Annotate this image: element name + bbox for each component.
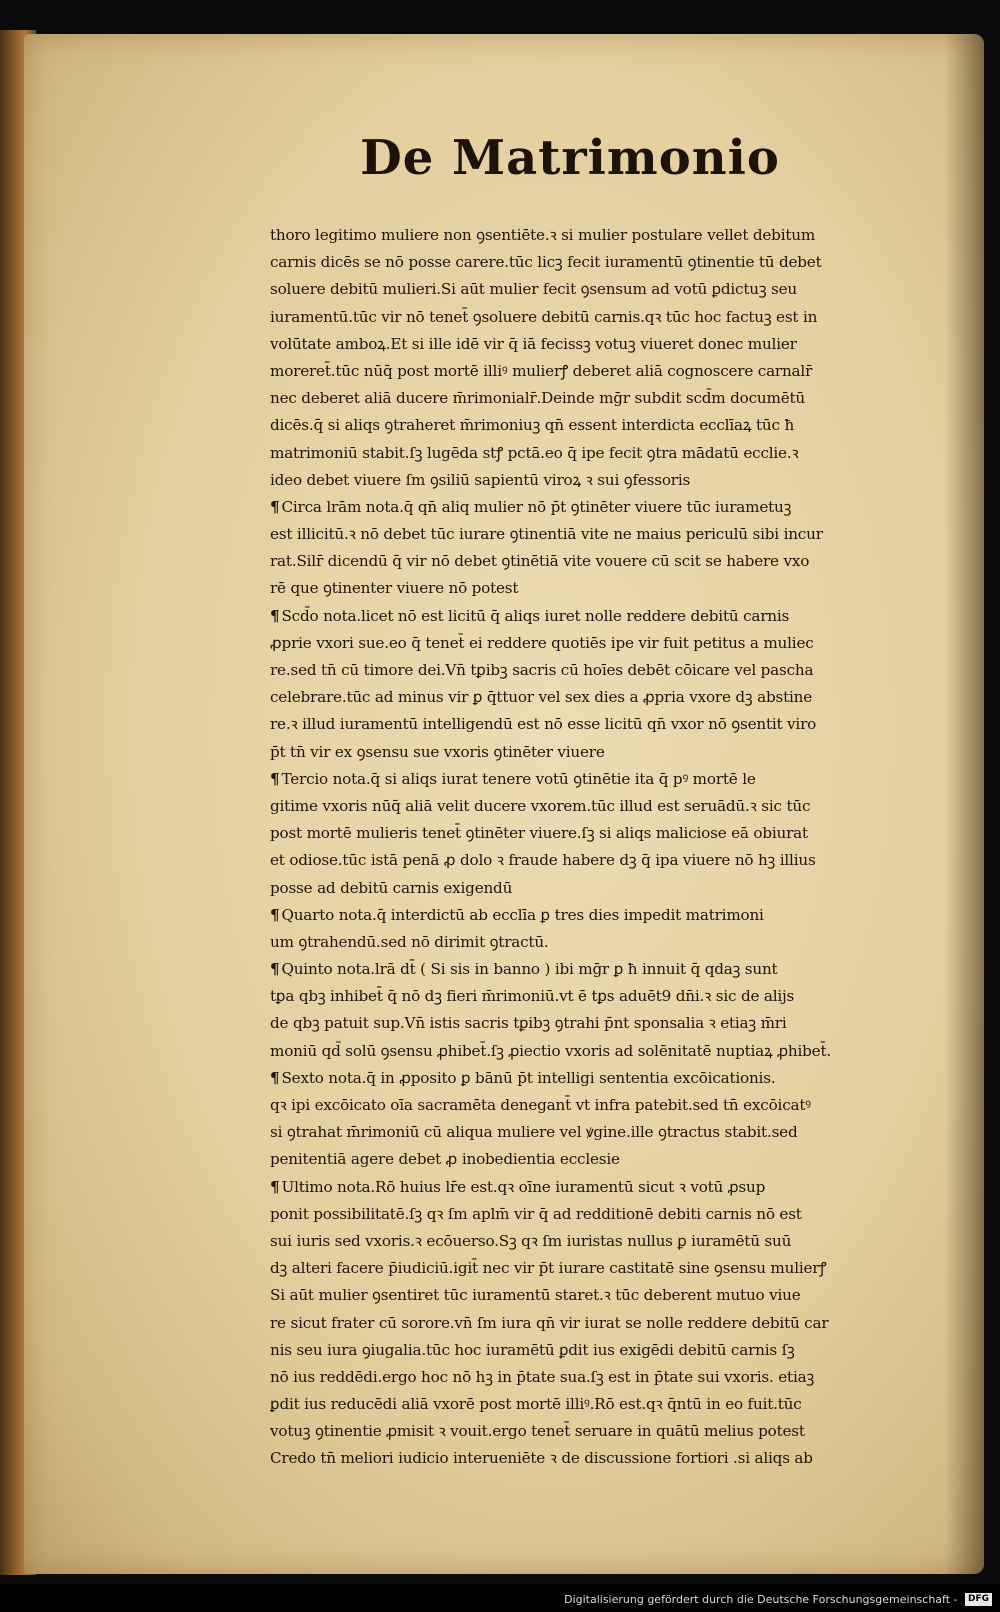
text-line [270, 385, 950, 412]
text-line-content: sui iuris sed vxoris.ꝛ ecōuerso.Sꝫ qꝛ ſm iuristas nullus ꝑ iuramētū suū [270, 1231, 792, 1250]
text-line-content: celebrare.tūc ad minus vir ꝑ q̄ttuor vel sex dies a ꝓpria vxore dꝫ abstine [270, 688, 813, 707]
paragraph-mark-icon: ¶ [270, 960, 280, 979]
text-line-content: rat.Silr̄ dicendū q̄ vir nō debet ꝯtinētiā vite vouere cū scit se habere vxo [270, 552, 810, 571]
paragraph-mark-icon: ¶ [270, 769, 280, 788]
text-line [270, 1445, 950, 1472]
text-line [270, 1010, 950, 1037]
text-line [270, 711, 950, 738]
text-line [270, 766, 950, 793]
text-line-content: Quarto nota.q̄ interdictū ab ecclīa ꝑ tres dies impedit matrimoni [281, 905, 764, 924]
text-line-content: ꝓprie vxori sue.eo q̄ tenet̄ ei reddere quotiēs ipe vir fuit petitus a muliec [270, 633, 814, 652]
text-line [270, 1310, 950, 1337]
text-line [270, 521, 950, 548]
text-line [270, 1174, 950, 1201]
text-line-content: Tercio nota.q̄ si aliqs iurat tenere votū ꝯtinētie ita q̄ pꝰ mortē le [281, 769, 756, 788]
text-line-content: dꝫ alteri facere p̄iudiciū.igit̄ nec vir p̄t iurare castitatē sine ꝯsensu mulierꝭ [270, 1259, 827, 1278]
text-line [270, 983, 950, 1010]
text-line-content: Ultimo nota.Rō huius lr̄e est.qꝛ oīne iuramentū sicut ꝛ votū ꝓsup [281, 1177, 766, 1196]
text-line-content: Credo tn̄ meliori iudicio interueniēte ꝛ de discussione fortiori .si aliqs ab [270, 1449, 813, 1468]
text-line [270, 684, 950, 711]
text-line [270, 1391, 950, 1418]
text-line [270, 739, 950, 766]
text-line [270, 1092, 950, 1119]
text-line [270, 1201, 950, 1228]
text-line-content: qꝛ ipi excōicato oīa sacramēta denegant̄ vt infra patebit.sed tn̄ excōicatꝰ [270, 1096, 811, 1114]
paragraph-mark-icon: ¶ [270, 606, 280, 625]
text-line-content: Scd̄o nota.licet nō est licitū q̄ aliqs iuret nolle reddere debitū carnis [281, 606, 790, 625]
text-line [270, 1146, 950, 1173]
text-line [270, 249, 950, 276]
text-line-content: de qbꝫ patuit sup.Vn̄ istis sacris tꝑibꝫ ꝯtrahi p̄nt sponsalia ꝛ etiaꝫ m̄ri [270, 1014, 787, 1033]
text-line [270, 1337, 950, 1364]
text-line-content: post mortē mulieris tenet̄ ꝯtinēter viuere.ſꝫ si aliqs maliciose eā obiurat [270, 824, 808, 843]
text-line-content: volūtate amboꝝ.Et si ille idē vir q̄ iā fecissꝫ votuꝫ viueret donec mulier [270, 334, 797, 353]
text-line [270, 276, 950, 303]
text-line-content: nō ius reddēdi.ergo hoc nō hꝫ in p̄tate sua.ſꝫ est in p̄tate sui vxoris. etiaꝫ [270, 1367, 815, 1386]
text-block [270, 222, 950, 1468]
text-line-content: nis seu iura ꝯiugalia.tūc hoc iuramētū ꝑdit ius exigēdi debitū carnis ſꝫ [270, 1340, 795, 1359]
text-line-content: Quinto nota.lrā dt̄ ( Si sis in banno ) ibi mḡr ꝑ ħ innuit q̄ qdaꝫ sunt [281, 960, 778, 979]
text-line-content: et odiose.tūc istā penā ꝓ dolo ꝛ fraude habere dꝫ q̄ ipa viuere nō hꝫ illius [270, 851, 816, 870]
text-line [270, 1255, 950, 1282]
text-line-content: rē que ꝯtinenter viuere nō potest [270, 579, 519, 598]
text-line [270, 875, 950, 902]
text-line [270, 548, 950, 575]
dfg-logo: DFG [965, 1593, 992, 1606]
text-line-content: posse ad debitū carnis exigendū [270, 878, 513, 897]
text-line [270, 1119, 950, 1146]
text-line [270, 1418, 950, 1445]
text-line-content: est illicitū.ꝛ nō debet tūc iurare ꝯtinentiā vite ne maius periculū sibi incur [270, 525, 823, 544]
text-line-content: matrimoniū stabit.ſꝫ lugēda stꝭ pctā.eo q̄ ipe fecit ꝯtra mādatū ecclie.ꝛ [270, 443, 799, 462]
text-line [270, 222, 950, 249]
text-line [270, 630, 950, 657]
text-line [270, 1364, 950, 1391]
text-line [270, 1038, 950, 1065]
text-line-content: um ꝯtrahendū.sed nō dirimit ꝯtractū. [270, 932, 549, 951]
text-line-content: soluere debitū mulieri.Si aūt mulier fecit ꝯsensum ad votū ꝑdictuꝫ seu [270, 280, 797, 299]
text-line [270, 1065, 950, 1092]
text-line-content: re sicut frater cū sorore.vn̄ ſm iura qn̄ vir iurat se nolle reddere debitū car [270, 1313, 829, 1332]
text-line [270, 793, 950, 820]
paragraph-mark-icon: ¶ [270, 497, 280, 516]
text-line-content: tꝑa qbꝫ inhibet̄ q̄ nō dꝫ fieri m̄rimoniū.vt ē tꝑs aduēt9 dn̄i.ꝛ sic de alijs [270, 987, 795, 1006]
text-line-content: votuꝫ ꝯtinentie ꝓmisit ꝛ vouit.ergo tenet̄ seruare in quātū melius potest [270, 1422, 805, 1441]
text-line-content: thoro legitimo muliere non ꝯsentiēte.ꝛ si mulier postulare vellet debitum [270, 226, 816, 244]
footer-credit [564, 1593, 992, 1607]
text-line [270, 847, 950, 874]
text-line-content: p̄t tn̄ vir ex ꝯsensu sue vxoris ꝯtinēter viuere [270, 742, 605, 761]
text-line [270, 956, 950, 983]
text-line [270, 467, 950, 494]
text-line-content: carnis dicēs se nō posse carere.tūc licꝫ fecit iuramentū ꝯtinentie tū debet [270, 253, 822, 272]
paragraph-mark-icon: ¶ [270, 1177, 280, 1196]
text-line-content: dicēs.q̄ si aliqs ꝯtraheret m̄rimoniuꝫ qn̄ essent interdicta ecclīaꝝ tūc ħ [270, 416, 795, 435]
text-line [270, 902, 950, 929]
text-line-content: Si aūt mulier ꝯsentiret tūc iuramentū staret.ꝛ tūc deberent mutuo viue [270, 1286, 801, 1305]
text-line-content: ꝑdit ius reducēdi aliā vxorē post mortē illiꝰ.Rō est.qꝛ q̄ntū in eo fuit.tūc [270, 1395, 802, 1414]
text-line [270, 575, 950, 602]
text-line-content: gitime vxoris nūq̄ aliā velit ducere vxorem.tūc illud est seruādū.ꝛ sic tūc [270, 796, 811, 815]
text-line-content: Sexto nota.q̄ in ꝓposito ꝑ bānū p̄t intelligi sententia excōicationis. [281, 1068, 776, 1087]
text-line [270, 304, 950, 331]
text-line-content: moniū qd̄ solū ꝯsensu ꝓhibet̄.ſꝫ ꝓiectio vxoris ad solēnitatē nuptiaꝝ ꝓhibet̄. [270, 1041, 831, 1060]
text-line-content: si ꝯtrahat m̄rimoniū cū aliqua muliere vel ꝟgine.ille ꝯtractus stabit.sed [270, 1123, 798, 1142]
text-line-content: nec deberet aliā ducere m̄rimonialr̄.Deinde mḡr subdit scd̄m documētū [270, 389, 805, 408]
paragraph-mark-icon: ¶ [270, 1068, 280, 1087]
text-line-content: Circa lrām nota.q̄ qn̄ aliq mulier nō p̄t ꝯtinēter viuere tūc iurametuꝫ [281, 497, 792, 516]
text-line [270, 820, 950, 847]
text-line-content: penitentiā agere debet ꝓ inobedientia ecclesie [270, 1150, 620, 1169]
paragraph-mark-icon: ¶ [270, 905, 280, 924]
text-line [270, 494, 950, 521]
text-line-content: ideo debet viuere ſm ꝯsiliū sapientū viroꝝ ꝛ sui ꝯfessoris [270, 470, 691, 489]
text-line-content: moreret̄.tūc nūq̄ post mortē illiꝰ mulierꝭ deberet aliā cognoscere carnalr̄ [270, 361, 813, 380]
text-line [270, 358, 950, 385]
text-line [270, 440, 950, 467]
running-title: De Matrimonio [360, 130, 780, 186]
text-line-content: re.ꝛ illud iuramentū intelligendū est nō esse licitū qn̄ vxor nō ꝯsentit viro [270, 715, 817, 734]
text-line-content: re.sed tn̄ cū timore dei.Vn̄ tꝑibꝫ sacris cū hoīes debēt cōicare vel pascha [270, 661, 814, 679]
text-line [270, 412, 950, 439]
text-line [270, 603, 950, 630]
footer-bar [0, 1584, 1000, 1612]
text-line [270, 1228, 950, 1255]
footer-credit-text: Digitalisierung gefördert durch die Deutsche Forschungsgemeinschaft - [564, 1592, 958, 1606]
text-line [270, 929, 950, 956]
text-line-content: iuramentū.tūc vir nō tenet̄ ꝯsoluere debitū carnis.qꝛ tūc hoc factuꝫ est in [270, 307, 818, 326]
text-line-content: ponit possibilitatē.ſꝫ qꝛ ſm aplm̄ vir q̄ ad redditionē debiti carnis nō est [270, 1204, 802, 1223]
gutter-shadow [944, 34, 984, 1574]
text-line [270, 657, 950, 684]
text-line [270, 1282, 950, 1309]
text-line [270, 331, 950, 358]
